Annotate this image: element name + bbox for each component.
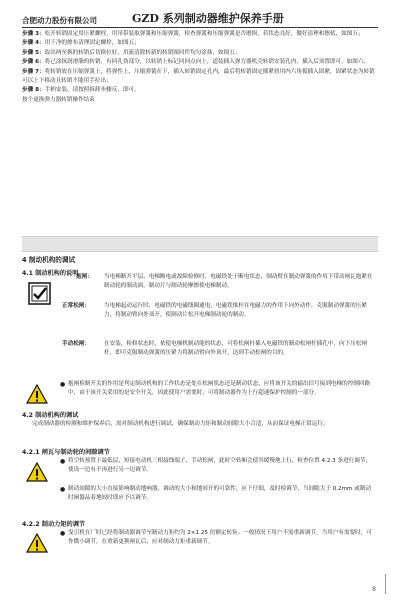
bullet-dot: ● [60, 530, 66, 537]
manual-title: GZD 系列制动器维护保养手册 [132, 12, 284, 25]
page-edge-mark [385, 574, 386, 594]
step-label: 步骤 6： [22, 59, 45, 66]
step-label: 步骤 8： [22, 87, 45, 94]
step-item [22, 68, 376, 87]
header-rule [22, 27, 378, 28]
warning-icon [26, 533, 48, 553]
page-header [22, 6, 378, 26]
bullet-item: 曳引机在厂时已经将制动器调节至制动力矩约为 2×1.25 倍额定转矩。一般情况下用户不需重新调节，当用户有需要时，可作微小调节，在重新更换闸瓦后，应对制动力矩重新调节。 [68, 530, 372, 546]
warning-text: 抱闸检制开关的作用是判定制动机构的工作状态是处在松闸状态还是制动状态，应将该开关的输出信号接到电梯的控制回路中，由于该开关采用的是安全开关，因此使用户需要时，可将制动器作为上行超速保护控制的一部分。 [68, 381, 371, 397]
bullet-dot: ● [60, 458, 66, 465]
step-item [22, 58, 376, 67]
section-4-2-1-title: 4.2.1 闸瓦与制动轮的间隙调节 [22, 449, 110, 456]
section-4-2-title: 4.2 制动机构的调试 [22, 412, 79, 419]
step-item [22, 86, 376, 95]
bullet-dot: ● [60, 486, 66, 493]
step-label: 步骤 3： [22, 31, 45, 37]
section-4-2-text: 完成制动器的检测和维护保养后，需对制动机构进行调试，确保制动力矩和制动间隙大小合适，从而保证电梯正常运行。 [32, 421, 329, 427]
bullet-item: 将空转预置于最低层，短接电动机三相接线端子，手动松闸，此时空转厢会使其缓慢地上行，检查位置 4.2.3 条进行调节，使设一边有不再进行另一边调节。 [68, 458, 372, 474]
step-label: 步骤 7： [22, 68, 45, 75]
step-text: 手柄安装，请按照拆卸步骤反，即可。 [44, 87, 140, 94]
section-4-2-2-title: 4.2.2 制动力矩的调节 [22, 521, 86, 528]
step-text: 用干净的擦布清理固定螺栓，如图五； [44, 40, 140, 47]
bullet-item: 制动间隙的大小直接影响制动地响器，调动的大小和地间开的可靠性，应下仔细，及时检调节，当间隙大于 0.2mm 或制动时闸器品着地较时即应予以调节。 [68, 486, 372, 502]
step-text: 取出两至换的转销后切换位好，用流清除转新的转销图回件均匀涂抹，如图五； [44, 49, 241, 56]
note-check-icon [28, 282, 51, 305]
step-item [22, 30, 376, 39]
section-4-1-title: 4.1 制动机构的说明 [22, 270, 79, 277]
entry-text-release: 当电梯起动运行时，电磁铁的电磁线圈通电，电磁铁推杆在电磁力的作用下向外动作，克服制动弹簧的压紧力，将制动臂向外顶开，使制动片松开电梯制动轮的制动。 [104, 303, 367, 319]
warning-icon [26, 462, 48, 482]
entry-text-manual: 在安装、检修状态时，依使电梯机制动能的状态，可将松闸杆插入电磁铁的制动松闸杆插孔中，向下压松闸杆，即可克服制动弹簧的压紧力将制动臂向外顶开，达到手动松闸的目的。 [104, 341, 367, 357]
bullet-dot: ● [60, 381, 66, 388]
entry-label-release: 正常松闸： [62, 303, 90, 309]
entry-text-brake: 当电梯断开平层、电梯断电或故障检修时，电磁铁处于断电状态，制动臂在制动弹簧的作用下带动闸瓦抱紧在制动轮的制动面，制动片与制动轮摩擦使电梯制动。 [104, 274, 373, 290]
step-text: 松开转销固定用压紧螺栓，用吊带装取弹簧和压缩弹簧，检查弹簧和压缩弹簧是否磨损，若状态良好，做好清理和擦拭，如图五； [44, 31, 364, 37]
company-name: 合肥动力股份有限公司 [22, 16, 97, 25]
step-text: 将转销放在压缩弹簧上，将弹性上，压缩弹簧在下，插入转销固定孔内，最后将转销固定插紧扭用内六角扳插入固紧，固紧状态为转销可以上下移动且转销不能用手拉出； [22, 68, 375, 85]
section-4-title: 4 制动机构的调试 [22, 256, 76, 264]
step-item [22, 39, 376, 48]
step-text: 将已涂抹润滑脂的转销，有回孔伪部分，以转销上标记回回点向上，道装插入弹力器机壳转销安装孔内，插入后顶置即可，如图六； [44, 59, 370, 66]
closing-line: 按个更换弹力器转销操作结束 [22, 96, 95, 103]
section-banner [22, 236, 378, 252]
page-number: 8 [372, 586, 376, 593]
entry-label-manual: 手动松闸： [62, 341, 90, 347]
warning-icon [26, 384, 48, 404]
step-list [22, 30, 376, 105]
step-label: 步骤 5： [22, 49, 45, 56]
step-label: 步骤 4： [22, 40, 45, 47]
entry-label-brake: 抱闸： [76, 274, 93, 280]
step-item [22, 49, 376, 58]
